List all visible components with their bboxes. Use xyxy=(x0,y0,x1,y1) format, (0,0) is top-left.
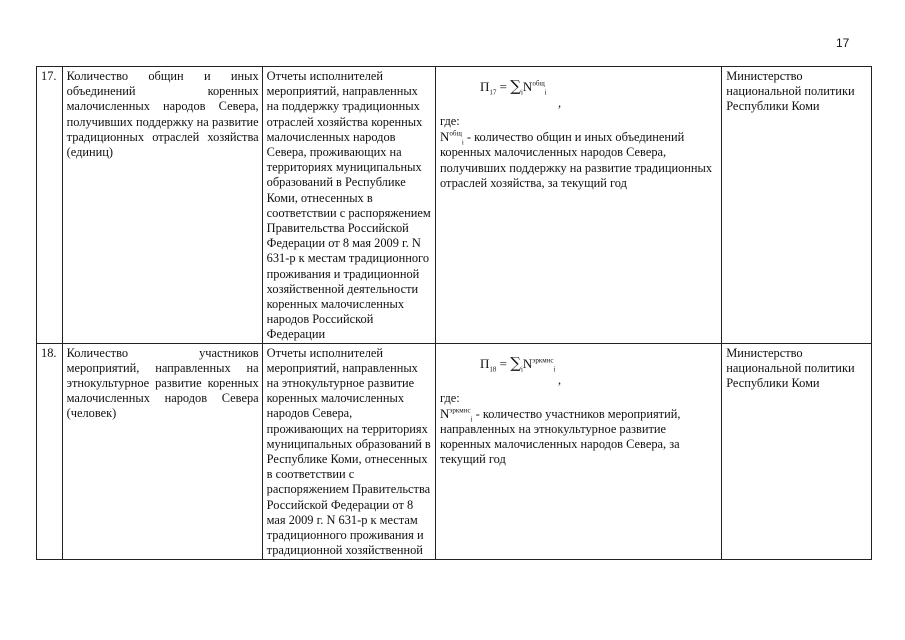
responsible-body: Министерство национальной политики Республики Коми xyxy=(722,67,872,344)
formula xyxy=(480,354,718,373)
row-number: 17. xyxy=(37,67,63,344)
indicators-table xyxy=(36,66,872,560)
row-number: 18. xyxy=(37,343,63,559)
formula-lhs-index: 17 xyxy=(489,88,497,97)
formula-variable-superscript: эркмнс xyxy=(532,356,554,365)
formula-variable: N xyxy=(522,355,533,371)
variable-description-text: - количество общин и иных объединений коренных малочисленных народов Севера, получивших поддержку на развитие традиционных отраслей хозяйства, за текущий год xyxy=(440,130,713,190)
formula-equals: = xyxy=(499,79,507,94)
formula-variable-superscript: общ xyxy=(532,79,545,88)
formula-comma: , xyxy=(558,372,562,387)
data-source: Отчеты исполнителей мероприятий, направленных на этнокультурное развитие коренных малочисленных народов Севера, проживающих на территориях муниципальных образований в Республике Коми, отнесенных в соответствии с распоряжением Правительства Российской Федерации от 8 мая 2009 г. N 631-р к местам традиционного проживания и традиционной хозяйственной xyxy=(262,343,435,559)
variable-description xyxy=(440,129,718,191)
where-label: где: xyxy=(440,390,460,405)
formula-lhs-index: 18 xyxy=(489,365,497,374)
page-number: 17 xyxy=(836,36,850,50)
formula-variable-subscript: i xyxy=(553,365,556,374)
formula-lhs: П xyxy=(480,355,490,371)
where-label: где: xyxy=(440,114,460,128)
table-row xyxy=(37,67,872,344)
variable-symbol: $N^{эркмнс}_i$ xyxy=(440,405,473,424)
formula-variable-subscript: i xyxy=(544,88,547,97)
formula xyxy=(480,77,718,96)
variable-description xyxy=(440,406,718,468)
calculation-method xyxy=(436,343,722,559)
sum-symbol: ∑ xyxy=(510,77,521,95)
sum-index: i xyxy=(520,88,523,97)
indicator-name: Количество общин и иных объединений коренных малочисленных народов Севера, получивших поддержку на развитие традиционных отраслей хозяйства (единиц) xyxy=(62,67,262,344)
sum-index: i xyxy=(520,365,523,374)
data-source: Отчеты исполнителей мероприятий, направленных на поддержку традиционных отраслей хозяйства коренных малочисленных народов Севера, проживающих на территориях муниципальных образований в Республике Коми, отнесенных в соответствии с распоряжением Правительства Российской Федерации от 8 мая 2009 г. N 631-р к местам традиционного проживания и традиционной хозяйственной деятельности коренных малочисленных народов Российской Федерации xyxy=(262,67,435,344)
responsible-body: Министерство национальной политики Республики Коми xyxy=(722,343,872,559)
formula-equals: = xyxy=(499,355,507,371)
formula-comma: , xyxy=(558,96,562,110)
calculation-method xyxy=(436,67,722,344)
formula-variable: N xyxy=(522,79,533,94)
formula-lhs: П xyxy=(480,79,490,94)
variable-symbol: $N^{общ}_i$ xyxy=(440,129,464,147)
indicator-name: Количество участников мероприятий, направленных на этнокультурное развитие коренных малочисленных народов Севера (человек) xyxy=(62,343,262,559)
sum-symbol: ∑ xyxy=(510,353,521,372)
variable-description-text: - количество участников мероприятий, направленных на этнокультурное развитие коренных малочисленных народов Севера, за текущий год xyxy=(440,406,681,467)
table-row xyxy=(37,343,872,559)
